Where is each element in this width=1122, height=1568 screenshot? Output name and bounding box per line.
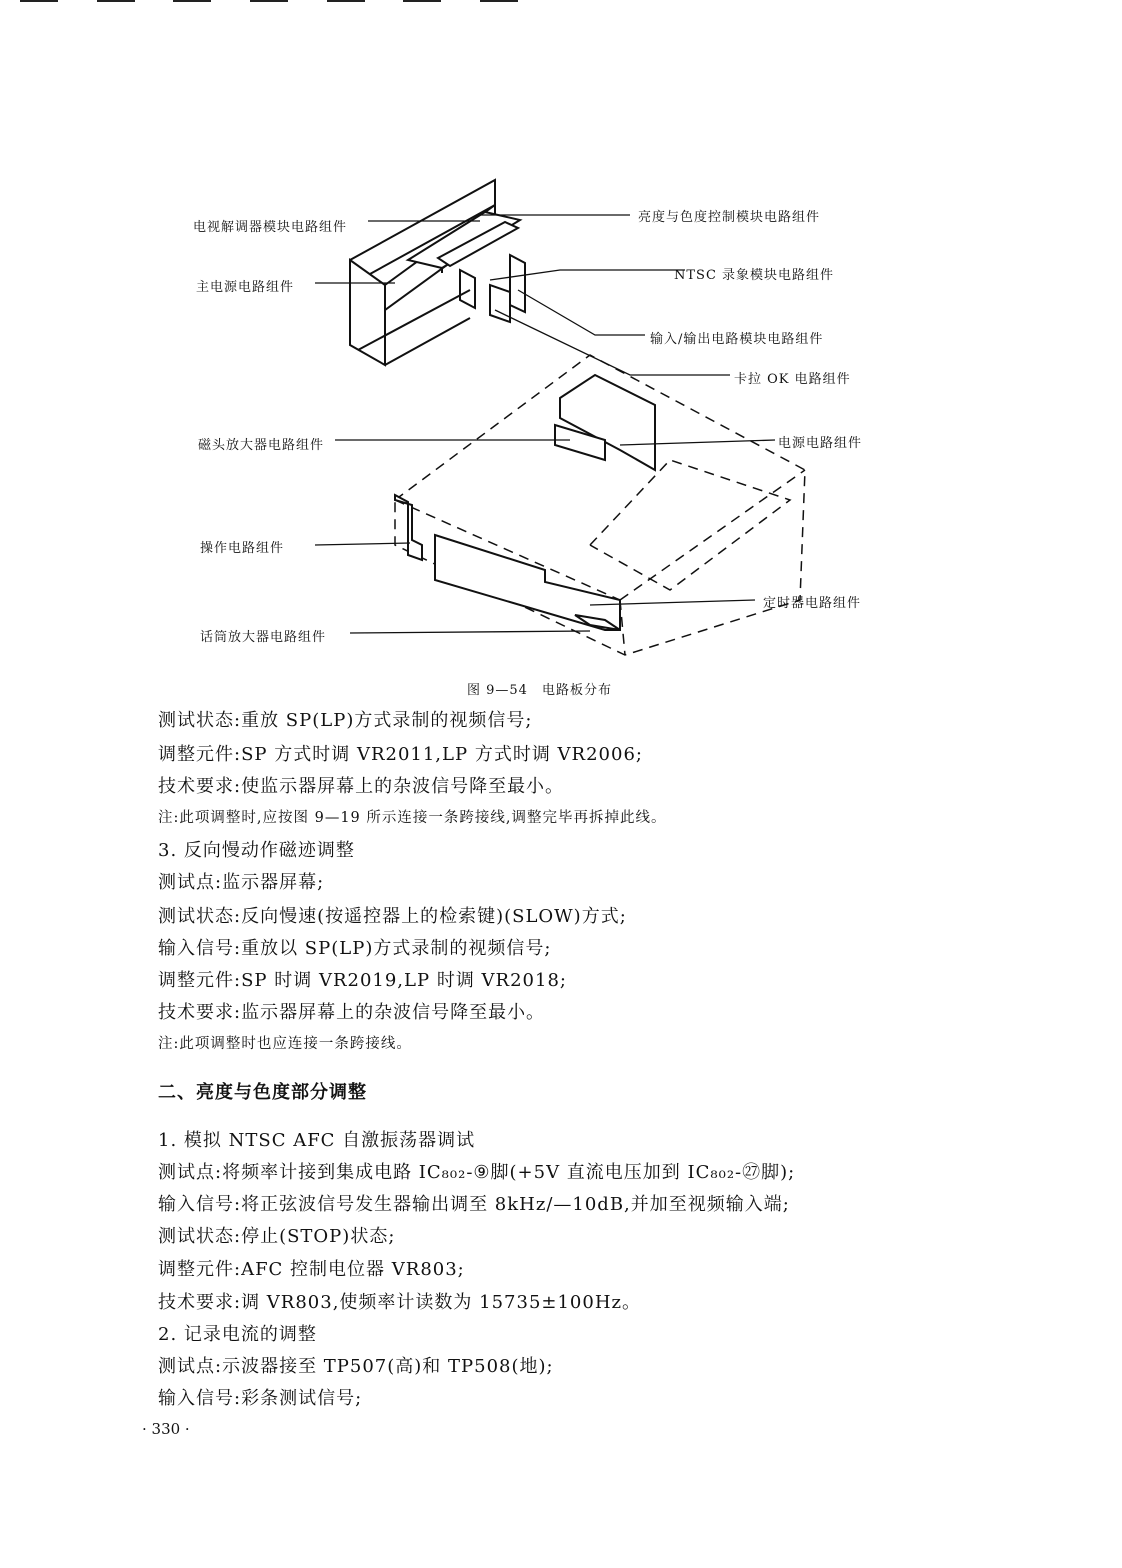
scan-mark xyxy=(173,0,211,2)
section-heading: 3. 反向慢动作磁迹调整 xyxy=(158,840,355,861)
scan-mark xyxy=(97,0,135,2)
text-line: 调整元件:SP 方式时调 VR2011,LP 方式时调 VR2006; xyxy=(158,744,643,765)
text-line: 输入信号:彩条测试信号; xyxy=(158,1388,363,1409)
section-heading: 1. 模拟 NTSC AFC 自激振荡器调试 xyxy=(158,1130,476,1151)
note-line: 注:此项调整时,应按图 9—19 所示连接一条跨接线,调整完毕再拆掉此线。 xyxy=(158,810,667,826)
text-line: 测试点:监示器屏幕; xyxy=(158,872,325,893)
note-line: 注:此项调整时也应连接一条跨接线。 xyxy=(158,1036,412,1052)
text-line: 技术要求:使监示器屏幕上的杂波信号降至最小。 xyxy=(158,776,565,797)
text-line: 输入信号:重放以 SP(LP)方式录制的视频信号; xyxy=(158,938,552,959)
text-line: 测试状态:重放 SP(LP)方式录制的视频信号; xyxy=(158,710,533,731)
scan-mark xyxy=(480,0,518,2)
text-line: 技术要求:调 VR803,使频率计读数为 15735±100Hz。 xyxy=(158,1292,642,1313)
figure-caption: 图 9—54 电路板分布 xyxy=(467,683,612,698)
scan-mark xyxy=(403,0,441,2)
label-operation-circuit: 操作电路组件 xyxy=(200,541,285,556)
label-demod-module: 电视解调器模块电路组件 xyxy=(193,220,348,235)
label-luma-chroma-module: 亮度与色度控制模块电路组件 xyxy=(638,210,821,225)
text-line: 调整元件:SP 时调 VR2019,LP 时调 VR2018; xyxy=(158,970,567,991)
section-heading: 2. 记录电流的调整 xyxy=(158,1324,317,1345)
label-timer-circuit: 定时器电路组件 xyxy=(763,596,862,611)
text-line: 调整元件:AFC 控制电位器 VR803; xyxy=(158,1259,465,1280)
label-power-circuit: 电源电路组件 xyxy=(778,436,863,451)
chapter-heading: 二、亮度与色度部分调整 xyxy=(158,1082,367,1103)
text-line: 测试状态:停止(STOP)状态; xyxy=(158,1226,396,1247)
label-karaoke: 卡拉 OK 电路组件 xyxy=(734,372,851,387)
text-line: 测试状态:反向慢速(按遥控器上的检索键)(SLOW)方式; xyxy=(158,906,627,927)
scan-mark xyxy=(20,0,58,2)
page-number: · 330 · xyxy=(142,1420,190,1438)
text-line: 测试点:将频率计接到集成电路 IC₈₀₂-⑨脚(+5V 直流电压加到 IC₈₀₂-㉗脚); xyxy=(158,1162,796,1183)
label-main-power: 主电源电路组件 xyxy=(196,280,295,295)
label-ntsc-module: NTSC 录象模块电路组件 xyxy=(674,268,835,283)
circuit-board-figure xyxy=(150,160,910,660)
text-line: 测试点:示波器接至 TP507(高)和 TP508(地); xyxy=(158,1356,554,1377)
text-line: 技术要求:监示器屏幕上的杂波信号降至最小。 xyxy=(158,1002,546,1023)
label-io-module: 输入/输出电路模块电路组件 xyxy=(650,332,824,347)
label-head-amp: 磁头放大器电路组件 xyxy=(198,438,325,453)
label-mic-amp: 话筒放大器电路组件 xyxy=(200,630,327,645)
text-line: 输入信号:将正弦波信号发生器输出调至 8kHz/—10dB,并加至视频输入端; xyxy=(158,1194,790,1215)
scan-mark xyxy=(327,0,365,2)
scan-mark xyxy=(250,0,288,2)
circuit-board-drawing xyxy=(150,160,910,660)
